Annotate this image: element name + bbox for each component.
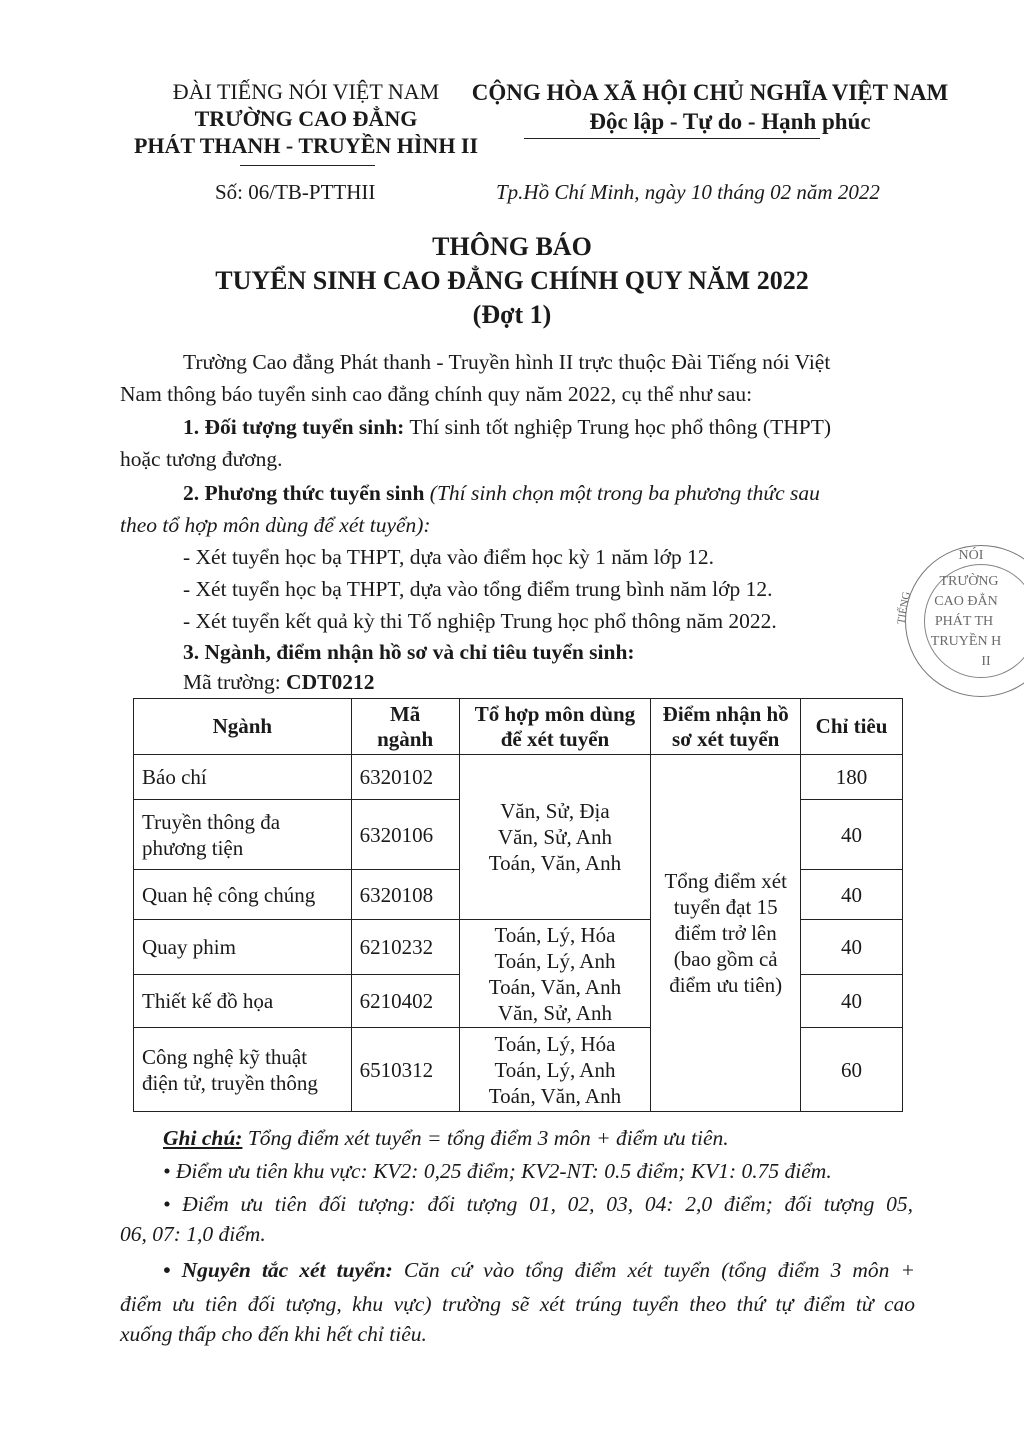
- stamp-text: II: [981, 654, 991, 669]
- code-cell: 6320102: [351, 755, 459, 800]
- method-item: - Xét tuyển học bạ THPT, dựa vào điểm học kỳ 1 năm lớp 12.: [183, 545, 714, 569]
- section-1-heading: 1. Đối tượng tuyển sinh:: [183, 415, 405, 439]
- major-cell: Thiết kế đồ họa: [134, 975, 352, 1028]
- note-principle-end: xuống thấp cho đến khi hết chỉ tiêu.: [120, 1322, 427, 1346]
- major-cell: Quay phim: [134, 920, 352, 975]
- quota-cell: 180: [801, 755, 903, 800]
- major-cell: Công nghệ kỹ thuật điện tử, truyền thông: [134, 1028, 352, 1112]
- motto-underline: [524, 138, 820, 139]
- section-1: [183, 411, 831, 443]
- table-row: [134, 755, 903, 800]
- stamp-text: PHÁT TH: [934, 614, 994, 629]
- min-score-cell: Tổng điểm xét tuyển đạt 15 điểm trở lên (bao gồm cả điểm ưu tiên): [651, 755, 801, 1112]
- major-cell: Quan hệ công chúng: [134, 870, 352, 920]
- combination-group-2: Toán, Lý, Hóa Toán, Lý, Anh Toán, Văn, Anh Văn, Sử, Anh: [459, 920, 651, 1028]
- major-cell: Báo chí: [134, 755, 352, 800]
- issuer-block: [120, 78, 492, 159]
- official-stamp: [895, 545, 1024, 697]
- note-subject-priority-cont: 06, 07: 1,0 điểm.: [120, 1222, 266, 1246]
- note-area-priority: • Điểm ưu tiên khu vực: KV2: 0,25 điểm; KV2-NT: 0.5 điểm; KV1: 0.75 điểm.: [163, 1159, 832, 1183]
- national-motto: Độc lập - Tự do - Hạnh phúc: [589, 109, 871, 134]
- section-2-heading: 2. Phương thức tuyển sinh: [183, 481, 425, 505]
- document-number: Số: 06/TB-PTTHII: [215, 180, 376, 204]
- combination-group-3: Toán, Lý, Hóa Toán, Lý, Anh Toán, Văn, Anh: [459, 1028, 651, 1112]
- section-1-text-cont: hoặc tương đương.: [120, 447, 283, 471]
- issuer-underline: [240, 165, 375, 166]
- note-formula-text: Tổng điểm xét tuyển = tổng điểm 3 môn + điểm ưu tiên.: [247, 1126, 729, 1150]
- intro-line-1: Trường Cao đẳng Phát thanh - Truyền hình II trực thuộc Đài Tiếng nói Việt: [183, 350, 831, 374]
- national-heading: [450, 78, 970, 136]
- table-header-row: [134, 699, 903, 755]
- combination-group-1: Văn, Sử, Địa Văn, Sử, Anh Toán, Văn, Anh: [459, 755, 651, 920]
- section-2: [183, 477, 820, 509]
- code-cell: 6320106: [351, 800, 459, 870]
- note-principle-label: • Nguyên tắc xét tuyển:: [163, 1258, 393, 1282]
- code-cell: 6510312: [351, 1028, 459, 1112]
- col-header-min-score: Điểm nhận hồ sơ xét tuyển: [651, 699, 801, 755]
- school-code: [183, 666, 374, 698]
- method-item: - Xét tuyển kết quả kỳ thi Tố nghiệp Trung học phổ thông năm 2022.: [183, 609, 777, 633]
- place-date: Tp.Hồ Chí Minh, ngày 10 tháng 02 năm 2022: [496, 180, 880, 204]
- col-header-quota: Chỉ tiêu: [801, 699, 903, 755]
- quota-cell: 40: [801, 800, 903, 870]
- document-title: THÔNG BÁO: [432, 232, 592, 261]
- note-principle-text: Căn cứ vào tổng điểm xét tuyển (tổng điểm 3 môn +: [403, 1258, 916, 1282]
- round-label: (Đợt 1): [472, 300, 552, 329]
- document-subtitle: TUYỂN SINH CAO ĐẲNG CHÍNH QUY NĂM 2022: [215, 266, 809, 295]
- stamp-text: NÓI: [958, 548, 984, 563]
- stamp-text: CAO ĐẲN: [934, 594, 998, 609]
- note-formula: [163, 1122, 729, 1154]
- stamp-text: TIẾNG: [895, 590, 913, 626]
- quota-cell: 40: [801, 920, 903, 975]
- quota-cell: 60: [801, 1028, 903, 1112]
- school-code-label: Mã trường:: [183, 670, 281, 694]
- code-cell: 6210232: [351, 920, 459, 975]
- section-1-text: Thí sinh tốt nghiệp Trung học phổ thông (THPT): [409, 415, 831, 439]
- col-header-combination: Tổ hợp môn dùng để xét tuyển: [459, 699, 651, 755]
- note-principle-cont: điểm ưu tiên đối tượng, khu vực) trường sẽ xét trúng tuyển theo thứ tự điểm từ cao: [120, 1292, 915, 1316]
- note-subject-priority: • Điểm ưu tiên đối tượng: đối tượng 01, 02, 03, 04: 2,0 điểm; đối tượng 05,: [163, 1192, 913, 1216]
- note-label: Ghi chú:: [163, 1126, 243, 1150]
- school-code-value: CDT0212: [286, 670, 375, 694]
- stamp-text: TRUYỀN H: [930, 634, 1002, 649]
- section-2-note: (Thí sinh chọn một trong ba phương thức sau: [429, 481, 820, 505]
- school-name-line2: PHÁT THANH - TRUYỀN HÌNH II: [133, 133, 479, 158]
- col-header-code: Mã ngành: [351, 699, 459, 755]
- major-cell: Truyền thông đa phương tiện: [134, 800, 352, 870]
- section-2-note-cont: theo tổ hợp môn dùng để xét tuyển):: [120, 513, 431, 537]
- code-cell: 6320108: [351, 870, 459, 920]
- col-header-major: Ngành: [134, 699, 352, 755]
- republic-title: CỘNG HÒA XÃ HỘI CHỦ NGHĨA VIỆT NAM: [471, 80, 949, 105]
- section-3-heading: 3. Ngành, điểm nhận hồ sơ và chỉ tiêu tuyển sinh:: [183, 640, 635, 664]
- quota-cell: 40: [801, 870, 903, 920]
- stamp-text: TRƯỜNG: [939, 574, 999, 589]
- intro-line-2: Nam thông báo tuyển sinh cao đẳng chính quy năm 2022, cụ thể như sau:: [120, 382, 753, 406]
- admissions-table: [133, 698, 903, 1112]
- note-principle: [163, 1254, 915, 1286]
- quota-cell: 40: [801, 975, 903, 1028]
- code-cell: 6210402: [351, 975, 459, 1028]
- method-item: - Xét tuyển học bạ THPT, dựa vào tổng điểm trung bình năm lớp 12.: [183, 577, 773, 601]
- school-name-line1: TRƯỜNG CAO ĐẲNG: [194, 106, 418, 131]
- agency-name: ĐÀI TIẾNG NÓI VIỆT NAM: [172, 79, 440, 104]
